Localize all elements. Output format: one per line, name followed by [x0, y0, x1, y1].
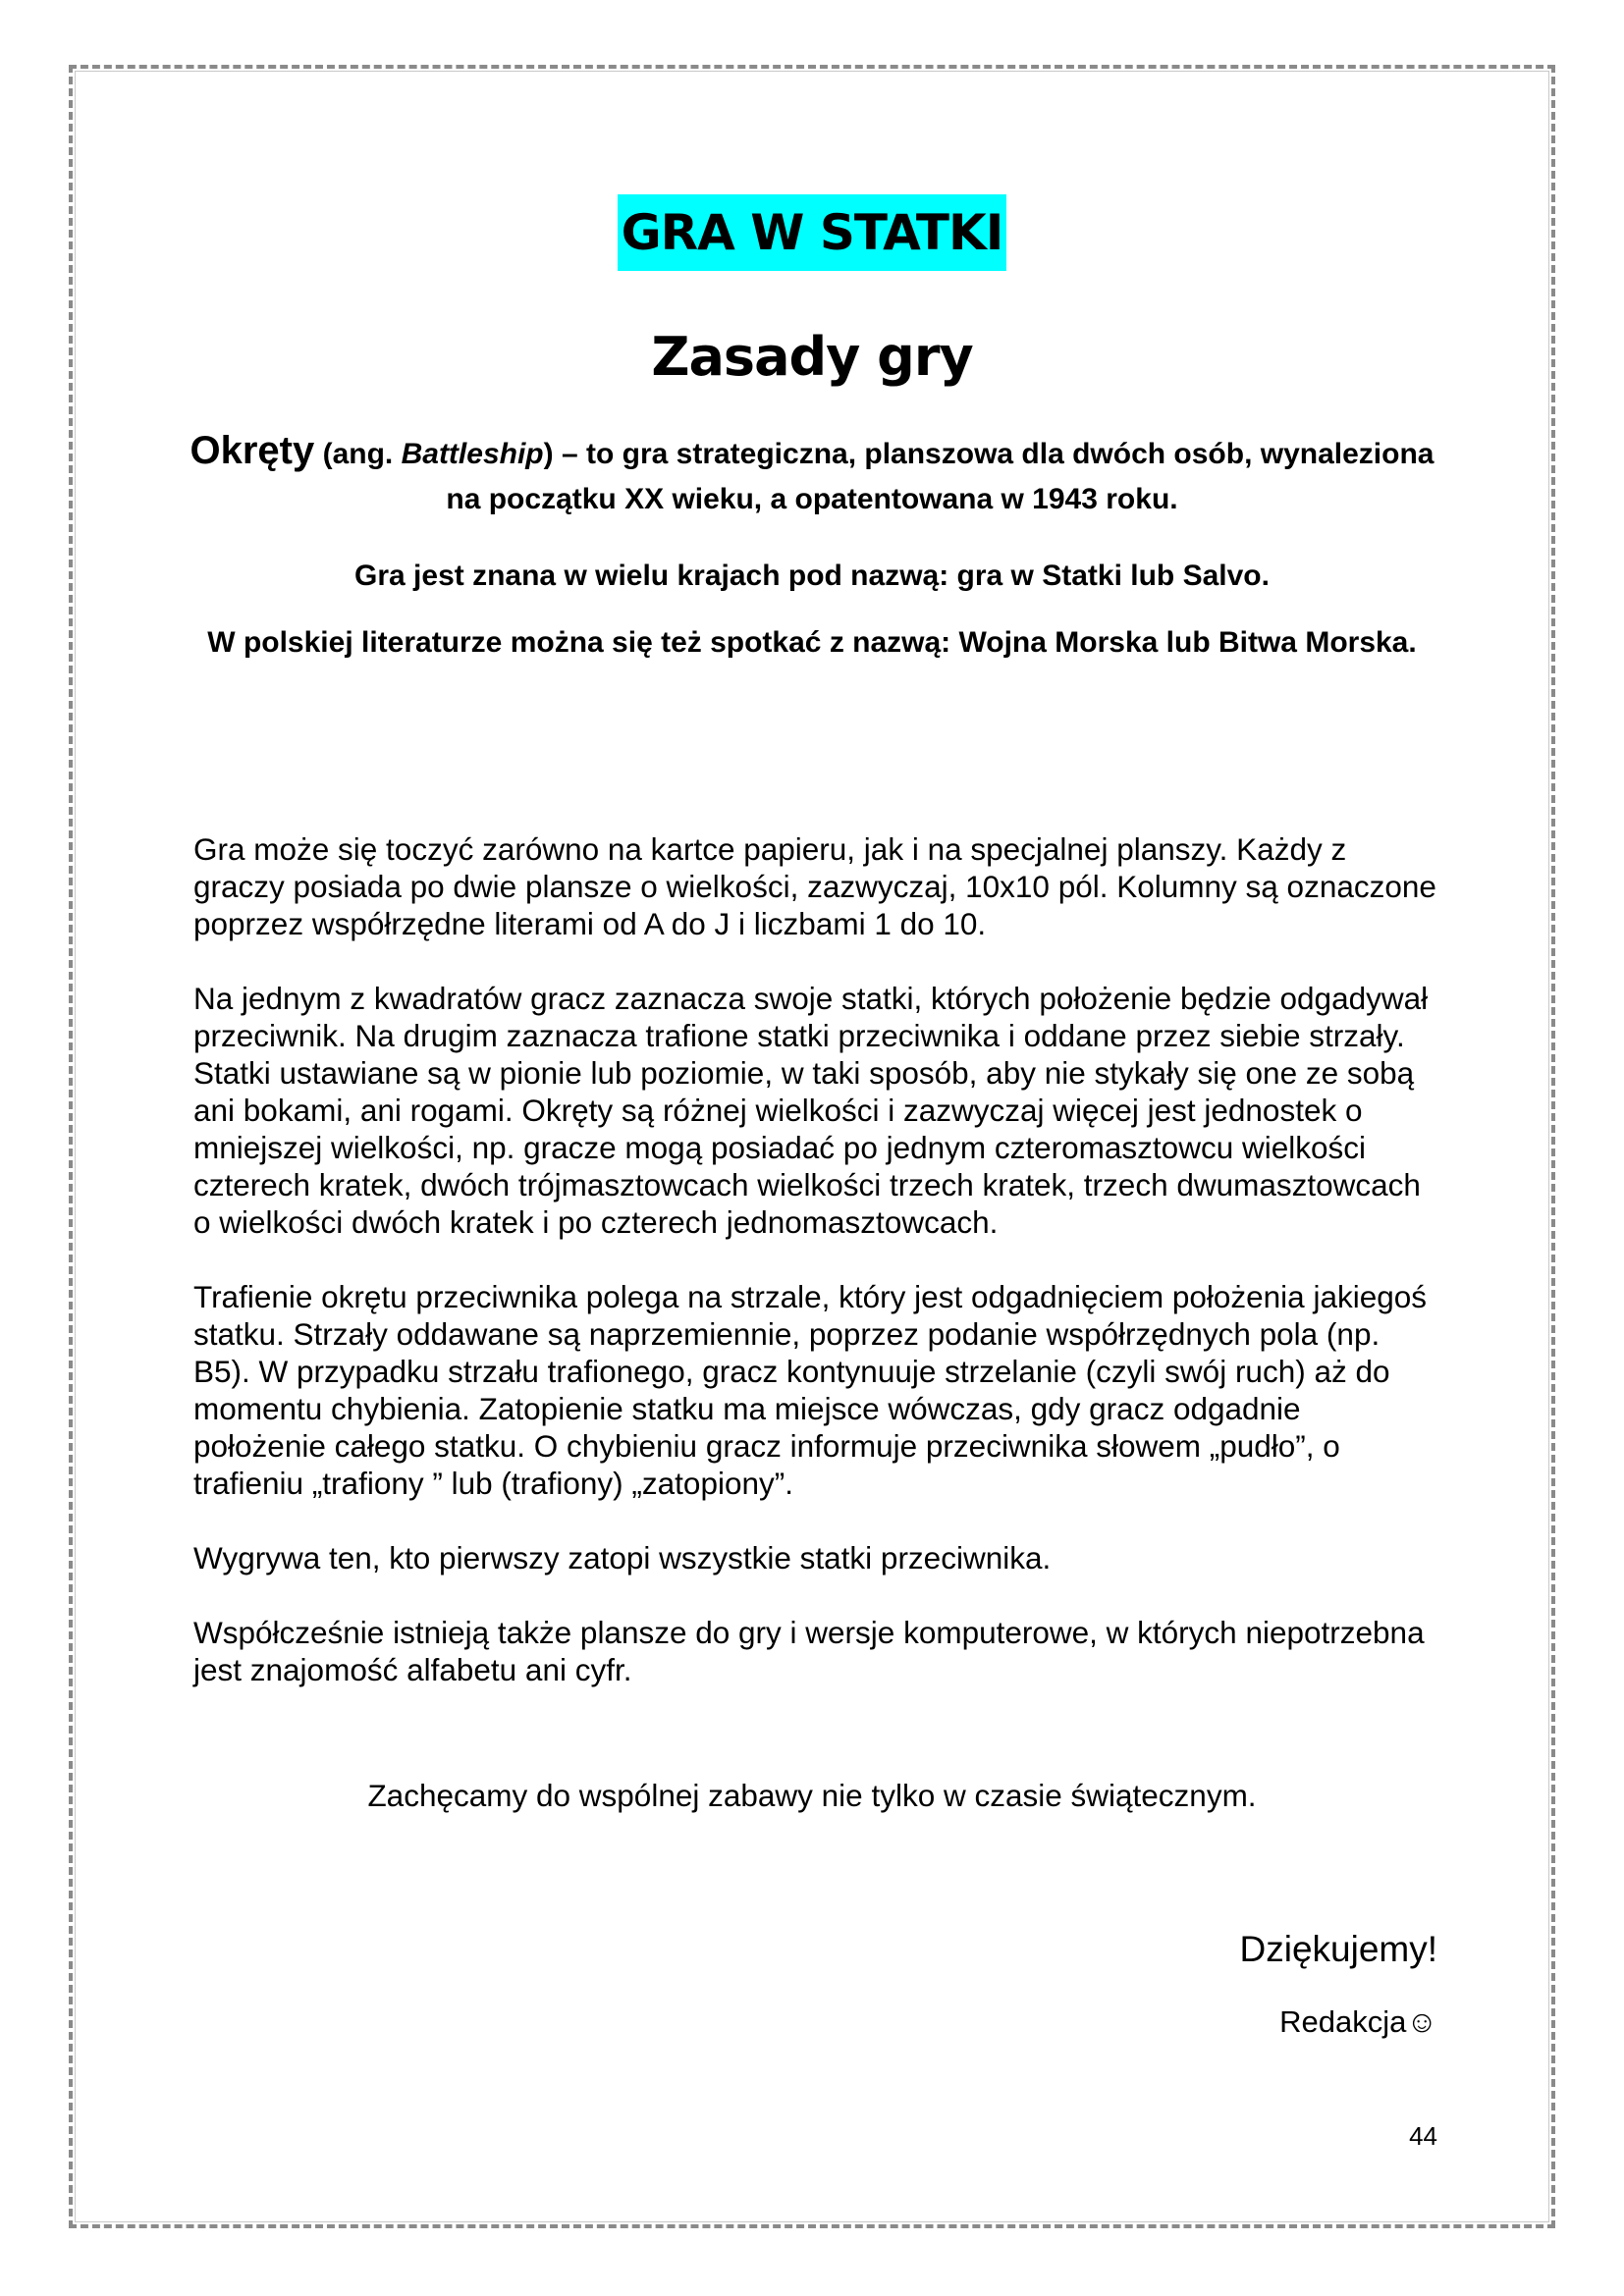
title-container: [0, 194, 1624, 271]
signature: Redakcja☺: [1279, 2004, 1437, 2039]
page-number: 44: [1409, 2121, 1437, 2151]
intro-paren-italic: Battleship: [401, 438, 544, 470]
intro-line2: Gra jest znana w wielu krajach pod nazwą: gra w Statki lub Salvo.: [354, 560, 1270, 592]
body-paragraph-4: Wygrywa ten, kto pierwszy zatopi wszystkie statki przeciwnika.: [193, 1540, 1052, 1575]
intro-line3: W polskiej literaturze można się też spotkać z nazwą: Wojna Morska lub Bitwa Morska.: [207, 626, 1417, 659]
body-paragraph-5: Współcześnie istnieją także plansze do gry i wersje komputerowe, w których niepotrzebna jest znajomość alfabetu ani cyfr.: [193, 1615, 1425, 1687]
intro-paren-close: ): [543, 438, 554, 470]
intro-paragraph: [187, 428, 1437, 522]
page-subtitle: Zasady gry: [651, 326, 973, 388]
page-title: GRA W STATKI: [618, 194, 1007, 271]
body-paragraph-1: Gra może się toczyć zarówno na kartce papieru, jak i na specjalnej planszy. Każdy z graczy posiada po dwie plansze o wielkości, zazwyczaj, 10x10 pól. Kolumny są oznaczone poprzez współrzędne literami od A do J i liczbami 1 do 10.: [193, 831, 1436, 941]
body-paragraph-2: Na jednym z kwadratów gracz zaznacza swoje statki, których położenie będzie odgadywał przeciwnik. Na drugim zaznacza trafione statki przeciwnika i oddane przez siebie strzały. Statki ustawiane są w pionie lub poziomie, w taki sposób, aby nie stykały się one ze sobą ani bokami, ani rogami. Okręty są różnej wielkości i zazwyczaj więcej jest jednostek o mniejszej wielkości, np. gracze mogą posiadać po jednym czteromasztowcu wielkości czterech kratek, dwóch trójmasztowcach wielkości trzech kratek, trzech dwumasztowcach o wielkości dwóch kratek i po czterech jednomasztowcach.: [193, 981, 1429, 1240]
body-text: [193, 830, 1440, 1726]
intro-line1-rest: – to gra strategiczna, planszowa dla dwóch osób, wynaleziona na początku XX wieku, a opatentowana w 1943 roku.: [446, 438, 1435, 515]
closing-line: Zachęcamy do wspólnej zabawy nie tylko w czasie świątecznym.: [367, 1778, 1257, 1813]
intro-lead-word: Okręty: [189, 429, 315, 472]
intro-paren-open: (ang.: [322, 438, 402, 470]
body-paragraph-3: Trafienie okrętu przeciwnika polega na strzale, który jest odgadnięciem położenia jakiegoś statku. Strzały oddawane są naprzemiennie, poprzez podanie współrzędnych pola (np. B5). W przypadku strzału trafionego, gracz kontynuuje strzelanie (czyli swój ruch) aż do momentu chybienia. Zatopienie statku ma miejsce wówczas, gdy gracz odgadnie położenie całego statku. O chybieniu gracz informuje przeciwnika słowem „pudło”, o trafieniu „trafiony ” lub (trafiony) „zatopiony”.: [193, 1279, 1428, 1501]
thanks-text: Dziękujemy!: [1239, 1929, 1437, 1969]
